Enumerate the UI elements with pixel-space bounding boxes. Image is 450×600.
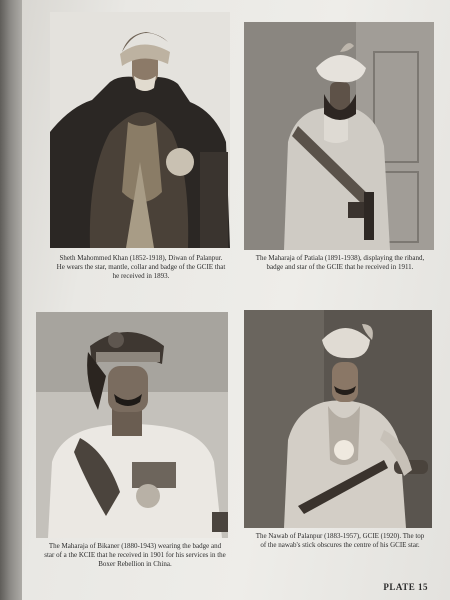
caption-photo-1 (36, 254, 246, 281)
caption-line: The Nawab of Palanpur (1883-1957), GCIE (1920). The top (255, 532, 425, 540)
caption-photo-2 (238, 254, 442, 272)
caption-line: star of a the KCIE that he received in 1901 for his services in the (44, 551, 226, 559)
caption-line: badge and star of the GCIE that he received in 1911. (266, 263, 414, 271)
photo-diwan-palanpur (50, 12, 230, 248)
caption-line: Sheth Mahommed Khan (1852-1918), Diwan of Palanpur. (59, 254, 223, 262)
caption-line: he received in 1893. (112, 272, 170, 280)
photo-maharaja-bikaner (36, 312, 228, 538)
caption-line: The Maharaja of Bikaner (1880-1943) wearing the badge and (48, 542, 222, 550)
photo-nawab-palanpur (244, 310, 432, 528)
caption-photo-3 (32, 542, 238, 569)
caption-photo-4 (240, 532, 440, 550)
photo-maharaja-patiala (244, 22, 434, 250)
caption-line: He wears the star, mantle, collar and badge of the GCIE that (56, 263, 226, 271)
caption-line: The Maharaja of Patiala (1891-1938), displaying the riband, (255, 254, 425, 262)
caption-line: of the nawab's stick obscures the centre of his GCIE star. (260, 541, 420, 549)
plate-number: PLATE 15 (383, 582, 428, 592)
caption-line: Boxer Rebellion in China. (98, 560, 172, 568)
